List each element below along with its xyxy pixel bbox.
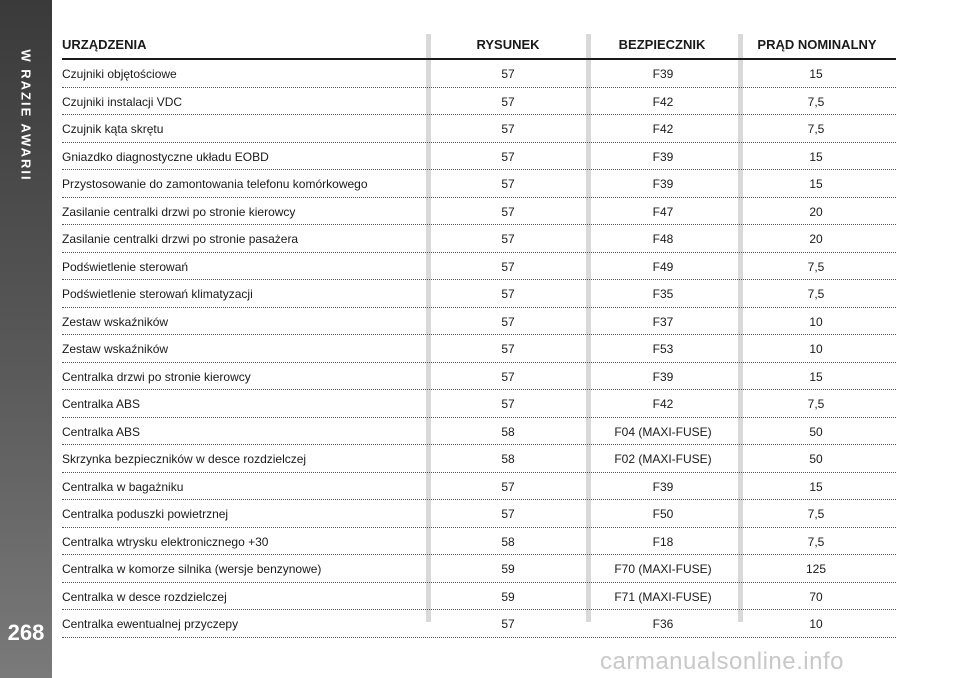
table-row (62, 500, 896, 528)
table-row (62, 225, 896, 253)
cell-figure: 57 (501, 259, 515, 274)
cell-current: 7,5 (807, 397, 825, 411)
cell-device: Centralka ABS (62, 424, 141, 439)
cell-current: 15 (809, 479, 823, 494)
cell-current: 7,5 (807, 122, 825, 136)
cell-device: Zasilanie centralki drzwi po stronie kierowcy (62, 204, 296, 219)
cell-current: 15 (809, 369, 823, 384)
cell-device: Zestaw wskaźników (62, 342, 169, 356)
page-number: 268 (7, 620, 45, 645)
cell-fuse: F02 (MAXI-FUSE) (614, 452, 712, 466)
cell-figure: 57 (501, 479, 515, 494)
cell-current: 7,5 (807, 534, 825, 549)
cell-current: 7,5 (807, 94, 825, 109)
cell-device: Skrzynka bezpieczników w desce rozdzielczej (62, 452, 307, 466)
sidebar (0, 0, 52, 678)
table-row (62, 445, 896, 473)
cell-fuse: F36 (652, 617, 674, 631)
cell-fuse: F04 (MAXI-FUSE) (614, 424, 712, 439)
cell-figure: 57 (501, 314, 515, 329)
cell-device: Centralka w komorze silnika (wersje benzynowe) (62, 562, 322, 576)
cell-device: Przystosowanie do zamontowania telefonu komórkowego (62, 177, 368, 191)
cell-fuse: F39 (652, 67, 674, 81)
table-row (62, 143, 896, 171)
cell-figure: 57 (501, 204, 515, 219)
section-title (4, 40, 48, 190)
cell-current: 7,5 (807, 287, 825, 301)
cell-figure: 57 (501, 94, 515, 109)
cell-current: 125 (805, 562, 827, 576)
cell-current: 15 (809, 67, 823, 81)
cell-current: 10 (809, 342, 823, 356)
cell-current: 20 (809, 204, 823, 219)
cell-fuse: F39 (652, 149, 674, 164)
cell-figure: 57 (501, 122, 515, 136)
cell-fuse: F42 (652, 397, 674, 411)
table-row (62, 473, 896, 501)
cell-figure: 59 (501, 562, 515, 576)
table-row (62, 363, 896, 391)
cell-fuse: F18 (652, 534, 674, 549)
cell-figure: 57 (501, 149, 515, 164)
cell-figure: 57 (501, 177, 515, 191)
cell-current: 15 (809, 177, 823, 191)
cell-fuse: F49 (652, 259, 674, 274)
cell-device: Gniazdko diagnostyczne układu EOBD (62, 149, 269, 164)
table-body (62, 60, 896, 638)
table-row (62, 115, 896, 143)
cell-fuse: F70 (MAXI-FUSE) (614, 562, 712, 576)
cell-device: Centralka wtrysku elektronicznego +30 (62, 534, 269, 549)
cell-figure: 57 (501, 287, 515, 301)
cell-device: Podświetlenie sterowań klimatyzacji (62, 287, 253, 301)
header-figure: RYSUNEK (476, 37, 540, 52)
watermark: carmanualsonline.info (600, 648, 844, 675)
cell-device: Podświetlenie sterowań (62, 259, 189, 274)
cell-figure: 57 (501, 232, 515, 246)
cell-fuse: F42 (652, 122, 674, 136)
cell-device: Centralka w bagażniku (62, 479, 184, 494)
cell-fuse: F37 (652, 314, 674, 329)
fuse-table (62, 34, 896, 638)
cell-device: Centralka ABS (62, 397, 141, 411)
cell-current: 7,5 (807, 259, 825, 274)
cell-figure: 57 (501, 397, 515, 411)
table-header (62, 34, 896, 60)
cell-fuse: F39 (652, 177, 674, 191)
cell-device: Czujniki objętościowe (62, 67, 177, 81)
cell-device: Zasilanie centralki drzwi po stronie pasażera (62, 232, 299, 246)
cell-fuse: F47 (652, 204, 674, 219)
cell-fuse: F42 (652, 94, 674, 109)
cell-current: 50 (809, 452, 823, 466)
header-current: PRĄD NOMINALNY (757, 37, 877, 52)
cell-device: Centralka drzwi po stronie kierowcy (62, 369, 251, 384)
cell-device: Zestaw wskaźników (62, 314, 169, 329)
table-row (62, 390, 896, 418)
table-row (62, 253, 896, 281)
cell-fuse: F39 (652, 479, 674, 494)
table-row (62, 88, 896, 116)
cell-current: 7,5 (807, 507, 825, 521)
header-device: URZĄDZENIA (62, 37, 147, 52)
header-fuse: BEZPIECZNIK (618, 37, 706, 52)
cell-device: Centralka w desce rozdzielczej (62, 589, 227, 604)
table-row (62, 555, 896, 583)
table-row (62, 418, 896, 446)
cell-current: 10 (809, 314, 823, 329)
cell-current: 15 (809, 149, 823, 164)
table-row (62, 308, 896, 336)
table-row (62, 610, 896, 638)
cell-fuse: F71 (MAXI-FUSE) (614, 589, 712, 604)
cell-figure: 57 (501, 369, 515, 384)
cell-figure: 58 (501, 452, 515, 466)
table-row (62, 583, 896, 611)
table-row (62, 280, 896, 308)
table-row (62, 60, 896, 88)
cell-figure: 58 (501, 424, 515, 439)
table-row (62, 198, 896, 226)
cell-fuse: F50 (652, 507, 674, 521)
cell-fuse: F53 (652, 342, 674, 356)
cell-fuse: F39 (652, 369, 674, 384)
cell-current: 70 (809, 589, 823, 604)
cell-figure: 57 (501, 507, 515, 521)
cell-fuse: F48 (652, 232, 674, 246)
cell-device: Czujniki instalacji VDC (62, 94, 183, 109)
cell-figure: 57 (501, 342, 515, 356)
cell-device: Centralka poduszki powietrznej (62, 507, 229, 521)
cell-figure: 59 (501, 589, 515, 604)
cell-device: Czujnik kąta skrętu (62, 122, 164, 136)
table-row (62, 170, 896, 198)
cell-current: 50 (809, 424, 823, 439)
table-row (62, 528, 896, 556)
section-title-text: W RAZIE AWARII (18, 48, 34, 182)
cell-figure: 57 (501, 617, 515, 631)
cell-figure: 58 (501, 534, 515, 549)
cell-figure: 57 (501, 67, 515, 81)
cell-device: Centralka ewentualnej przyczepy (62, 617, 239, 631)
cell-current: 20 (809, 232, 823, 246)
cell-fuse: F35 (652, 287, 674, 301)
table-row (62, 335, 896, 363)
cell-current: 10 (809, 617, 823, 631)
